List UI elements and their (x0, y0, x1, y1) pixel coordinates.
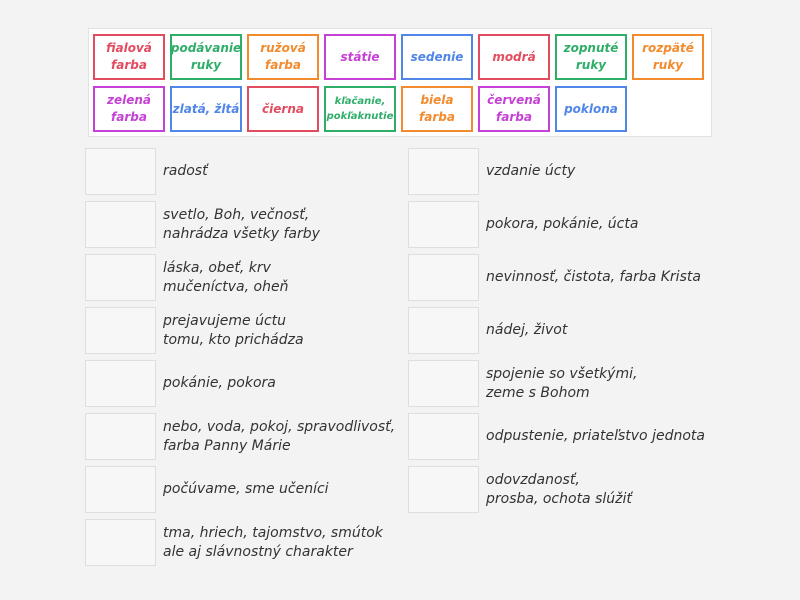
tile-label: biela (420, 93, 454, 107)
drop-zone[interactable] (85, 148, 156, 195)
answer-tile[interactable] (401, 86, 473, 132)
drop-zone[interactable] (85, 201, 156, 248)
tile-label: pokľaknutie (326, 111, 394, 122)
clue-text (163, 206, 320, 244)
tile-label: ruky (652, 58, 684, 72)
answer-tile[interactable] (555, 34, 627, 80)
tile-label: zelená (106, 93, 151, 107)
drop-zone[interactable] (408, 466, 479, 513)
tile-label: čierna (262, 101, 304, 116)
clue-line: pokánie, pokora (163, 375, 276, 391)
tile-label: modrá (492, 49, 536, 64)
clue-text (163, 259, 288, 297)
clue-line: spojenie so všetkými, (486, 365, 638, 382)
tile-label: červená (487, 93, 541, 107)
clue-line: tma, hriech, tajomstvo, smútok (163, 524, 383, 541)
drop-zone[interactable] (408, 148, 479, 195)
tile-label: sedenie (410, 49, 464, 64)
clue-line: svetlo, Boh, večnosť, (163, 206, 310, 223)
clue-line: vzdanie úcty (486, 163, 576, 179)
drop-zone[interactable] (85, 413, 156, 460)
tile-label: farba (111, 58, 147, 72)
drop-zone[interactable] (85, 254, 156, 301)
tile-label: ružová (260, 41, 306, 55)
clue-line: farba Panny Márie (163, 437, 291, 454)
clue-line: nahrádza všetky farby (163, 225, 320, 242)
tile-label: farba (111, 110, 147, 124)
tile-bank (88, 28, 712, 137)
tile-label: farba (419, 110, 455, 124)
tile-label: zopnuté (563, 41, 619, 55)
answer-tile[interactable] (93, 86, 165, 132)
clue-text (163, 480, 329, 499)
clue-text (486, 162, 575, 181)
answer-tile[interactable] (632, 34, 704, 80)
clue-text (486, 215, 638, 234)
answer-tile[interactable] (247, 86, 319, 132)
clue-line: ale aj slávnostný charakter (163, 543, 353, 560)
clue-text (486, 427, 705, 446)
clue-line: pokora, pokánie, úcta (486, 216, 639, 232)
drop-zone[interactable] (85, 360, 156, 407)
drop-zone[interactable] (408, 307, 479, 354)
clue-text (163, 524, 383, 562)
clue-line: láska, obeť, krv (163, 259, 271, 276)
tile-label: podávanie (170, 41, 242, 55)
tile-label: poklona (564, 101, 618, 116)
clue-line: odpustenie, priateľstvo jednota (486, 428, 705, 444)
clue-line: zeme s Bohom (486, 384, 590, 401)
answer-tile[interactable] (478, 86, 550, 132)
clue-line: nebo, voda, pokoj, spravodlivosť, (163, 418, 396, 435)
clue-line: prejavujeme úctu (163, 312, 287, 329)
clue-text (163, 312, 304, 350)
answer-tile[interactable] (478, 34, 550, 80)
tile-label: zlatá, žltá (172, 101, 240, 116)
answer-tile[interactable] (247, 34, 319, 80)
tile-label: rozpäté (642, 41, 694, 55)
clue-text (486, 321, 567, 340)
clue-text (486, 365, 637, 403)
answer-tile[interactable] (170, 34, 242, 80)
answer-tile[interactable] (170, 86, 242, 132)
clue-line: nevinnosť, čistota, farba Krista (486, 269, 701, 285)
clue-line: prosba, ochota slúžiť (486, 490, 632, 507)
drop-zone[interactable] (408, 254, 479, 301)
tile-label: státie (340, 49, 380, 64)
clue-text (163, 162, 208, 181)
tile-label: ruky (575, 58, 607, 72)
drop-zone[interactable] (85, 307, 156, 354)
clue-text (163, 374, 276, 393)
clue-text (486, 268, 701, 287)
drop-zone[interactable] (408, 413, 479, 460)
answer-tile[interactable] (324, 86, 396, 132)
clue-line: tomu, kto prichádza (163, 331, 304, 348)
answer-tile[interactable] (93, 34, 165, 80)
answer-tile[interactable] (555, 86, 627, 132)
clue-line: mučeníctva, oheň (163, 278, 289, 295)
clue-text (486, 471, 632, 509)
answer-tile[interactable] (401, 34, 473, 80)
answer-tile[interactable] (324, 34, 396, 80)
clue-line: nádej, život (486, 322, 568, 338)
clue-line: radosť (163, 163, 208, 179)
drop-zone[interactable] (408, 201, 479, 248)
tile-label: farba (265, 58, 301, 72)
clue-text (163, 418, 395, 456)
drop-zone[interactable] (408, 360, 479, 407)
tile-label: fialová (106, 41, 152, 55)
tile-label: kľačanie, (334, 96, 386, 107)
tile-label: ruky (190, 58, 222, 72)
clue-line: počúvame, sme učeníci (163, 481, 329, 497)
clue-line: odovzdanosť, (486, 471, 580, 488)
tile-label: farba (496, 110, 532, 124)
drop-zone[interactable] (85, 466, 156, 513)
drop-zone[interactable] (85, 519, 156, 566)
